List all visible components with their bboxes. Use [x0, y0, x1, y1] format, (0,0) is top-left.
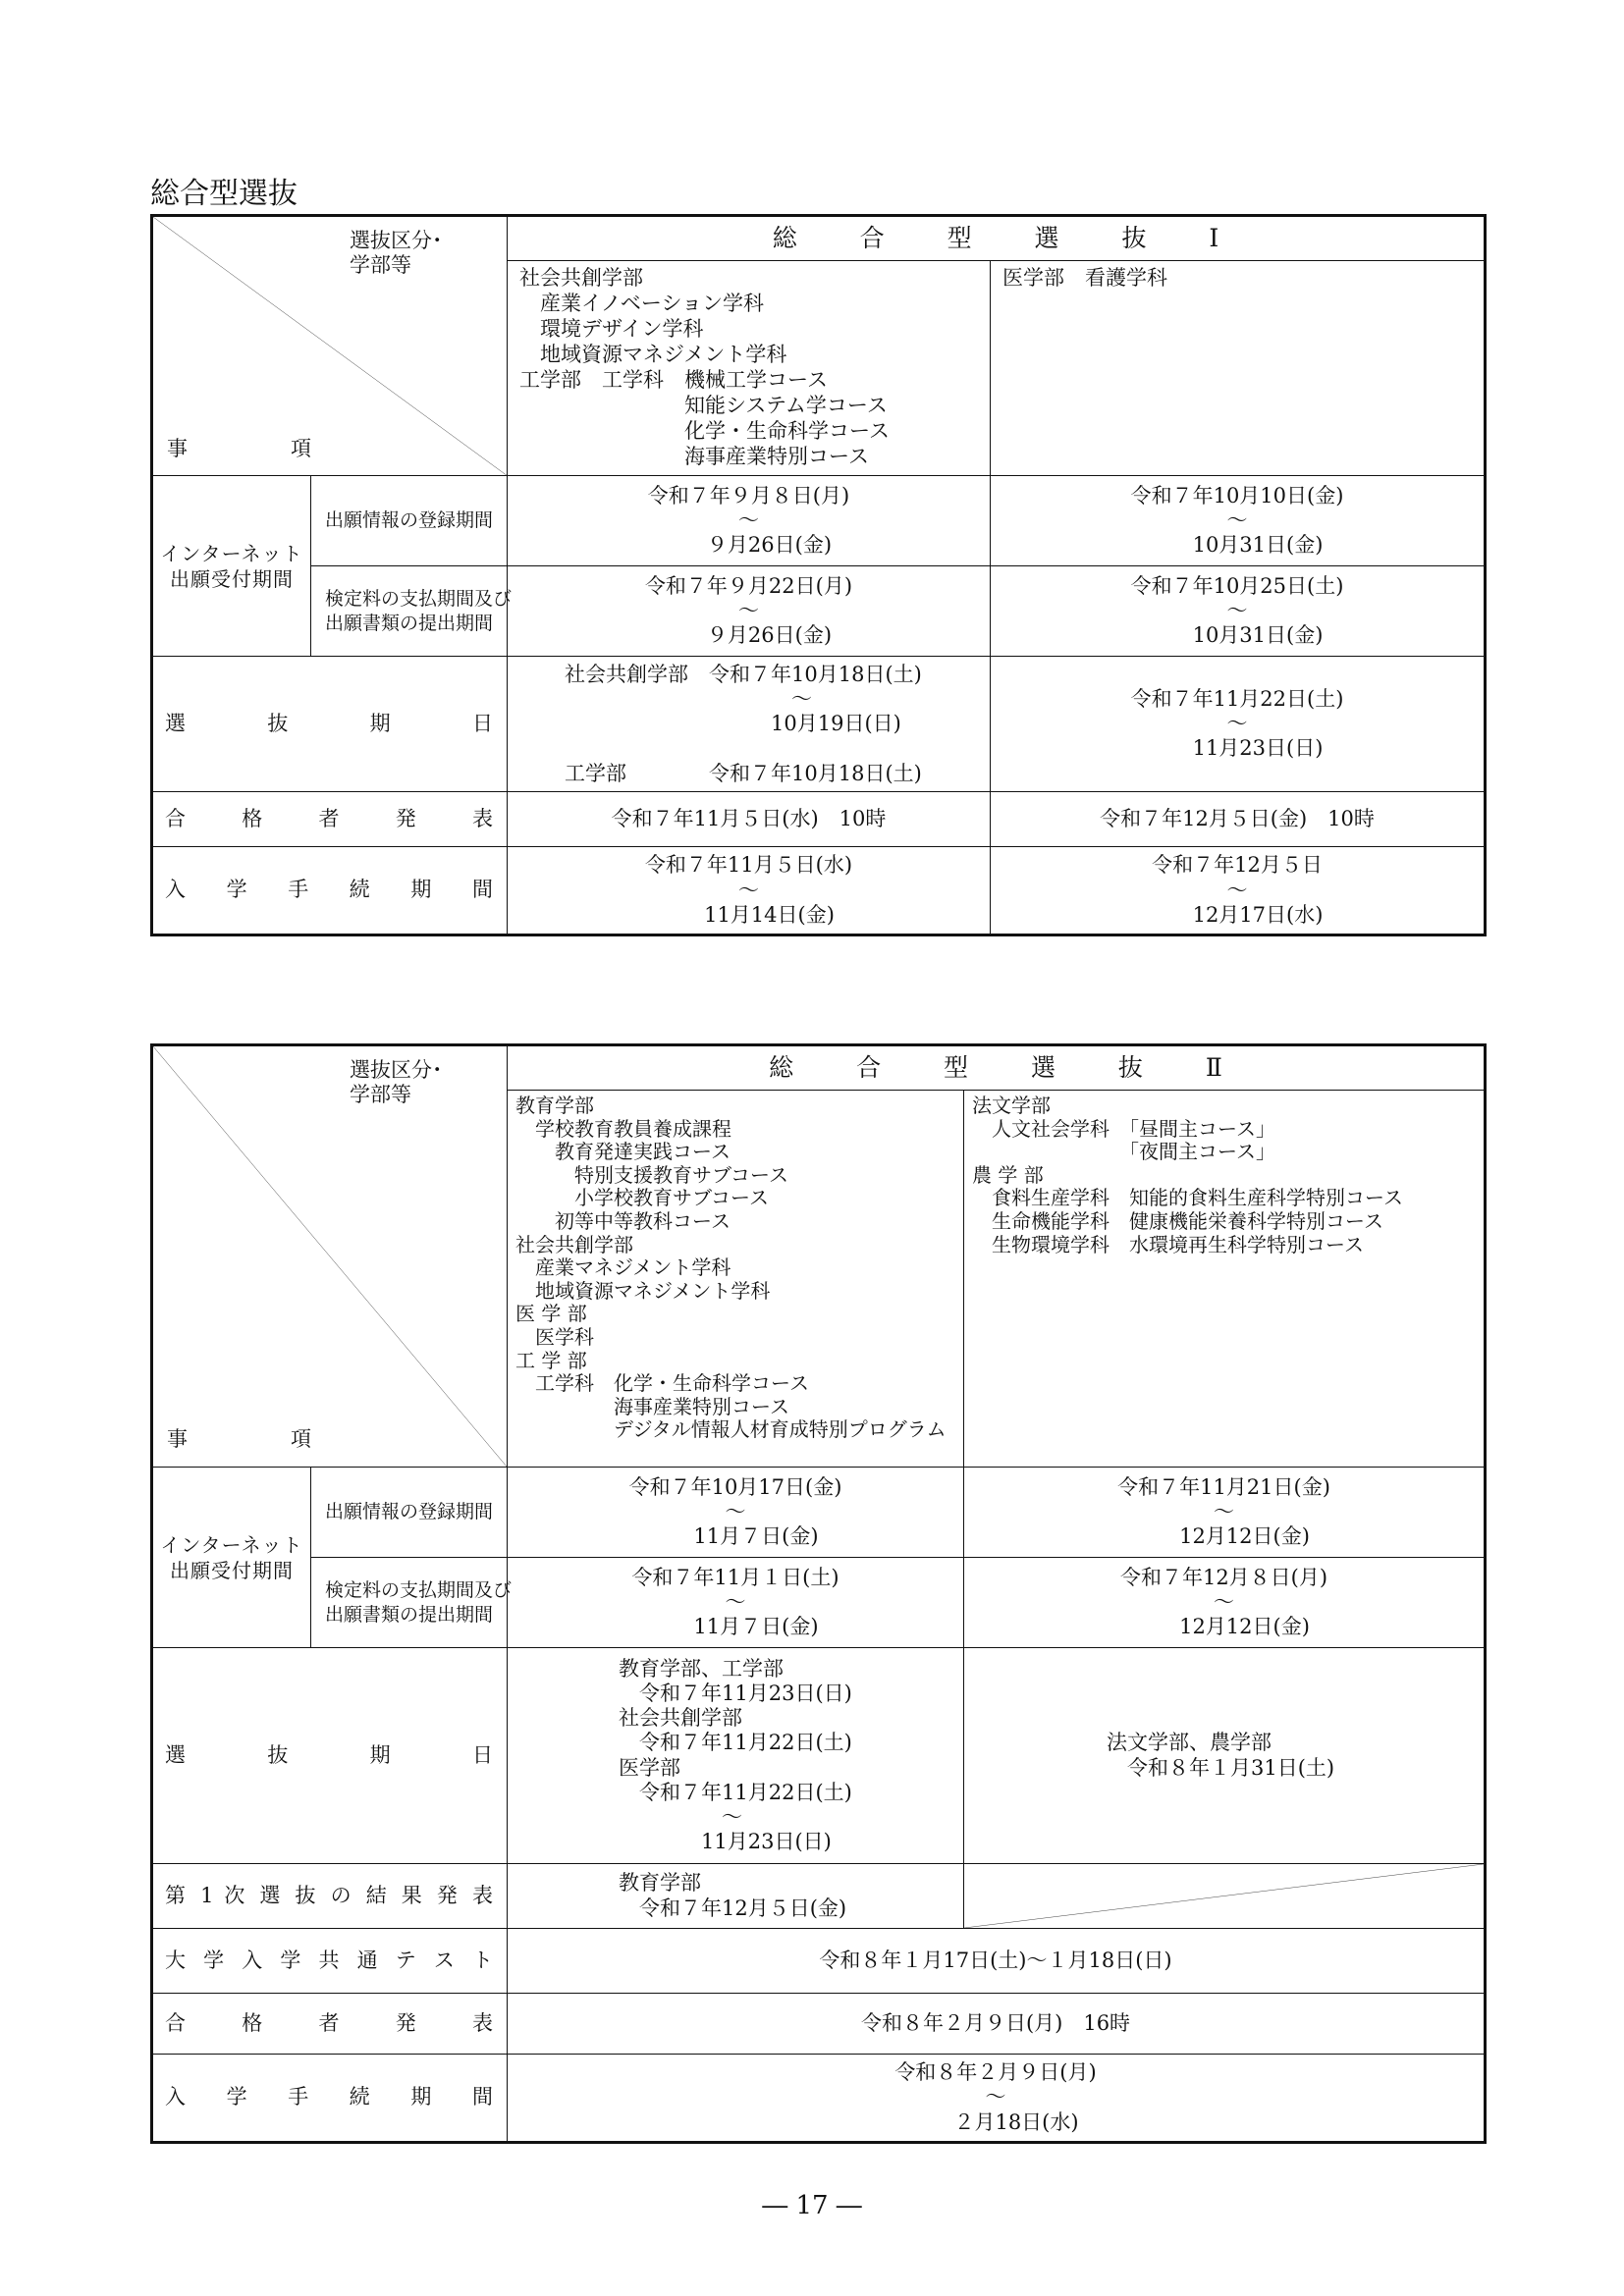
reg-period-label: 出願情報の登録期間	[311, 1468, 508, 1558]
pass-announce-1: 令和７年11月５日(水) 10時	[508, 792, 991, 847]
empty-cell-diagonal	[964, 1864, 1484, 1928]
pay-period-2: 令和７年12月８日(月) 〜 12月12日(金)	[964, 1558, 1486, 1648]
corner-header	[152, 216, 508, 476]
exam-date-label: 選 抜 期 日	[152, 657, 508, 792]
department-list-2: 医学部 看護学科	[991, 261, 1486, 476]
selection-table-1	[150, 214, 1487, 936]
exam-date-1: 教育学部、工学部 令和７年11月23日(日) 社会共創学部 令和７年11月22日(土) 医学部 令和７年11月22日(土) 〜 11月23日(日)	[508, 1648, 964, 1864]
exam-date-2: 法文学部、農学部 令和８年１月31日(土)	[964, 1648, 1486, 1864]
pass-announce-label: 合 格 者 発 表	[152, 792, 508, 847]
reg-period-2: 令和７年11月21日(金) 〜 12月12日(金)	[964, 1468, 1486, 1558]
department-list-1: 教育学部 学校教育教員養成課程 教育発達実践コース 特別支援教育サブコース 小学校教育サブコース 初等中等教科コース 社会共創学部 産業マネジメント学科 地域資源マネジメント学科 医 学 部 医学科 工 学 部 工学科 化学・生命科学コース 海事産業特別コース デジタル情報人材育成特別プログラム	[508, 1091, 964, 1468]
department-list-1: 社会共創学部 産業イノベーション学科 環境デザイン学科 地域資源マネジメント学科 工学部 工学科 機械工学コース 知能システム学コース 化学・生命科学コース 海事産業特別コース	[508, 261, 991, 476]
exam-date-label: 選 抜 期 日	[152, 1648, 508, 1864]
section-heading: 総合型選抜	[150, 177, 298, 211]
pay-period-1: 令和７年11月１日(土) 〜 11月７日(金)	[508, 1558, 964, 1648]
table-title: 総 合 型 選 抜 Ⅱ	[508, 1045, 1486, 1091]
reg-period-label: 出願情報の登録期間	[311, 476, 508, 566]
first-result-label: 第 1 次 選 抜 の 結 果 発 表	[152, 1864, 508, 1929]
pay-period-label: 検定料の支払期間及び 出願書類の提出期間	[311, 566, 508, 657]
enroll-period-label: 入 学 手 続 期 間	[152, 2055, 508, 2143]
items-label: 事 項	[167, 1427, 352, 1452]
items-label: 事 項	[167, 436, 352, 460]
pay-period-label: 検定料の支払期間及び 出願書類の提出期間	[311, 1558, 508, 1648]
pass-announce-2: 令和７年12月５日(金) 10時	[991, 792, 1486, 847]
internet-label: インターネット 出願受付期間	[152, 476, 311, 657]
department-list-2: 法文学部 人文社会学科 「昼間主コース」 「夜間主コース」 農 学 部 食料生産学科 知能的食料生産科学特別コース 生命機能学科 健康機能栄養科学特別コース 生物環境学科 水環境再生科学特別コース	[964, 1091, 1486, 1468]
enroll-period-value: 令和８年２月９日(月) 〜 ２月18日(水)	[508, 2055, 1486, 2143]
reg-period-1: 令和７年９月８日(月) 〜 ９月26日(金)	[508, 476, 991, 566]
page-number: ― 17 ―	[762, 2191, 862, 2220]
exam-date-2: 令和７年11月22日(土) 〜 11月23日(日)	[991, 657, 1486, 792]
common-test-label: 大 学 入 学 共 通 テ ス ト	[152, 1929, 508, 1994]
pass-announce-value: 令和８年２月９日(月) 16時	[508, 1994, 1486, 2055]
internet-label: インターネット 出願受付期間	[152, 1468, 311, 1648]
pass-announce-label: 合 格 者 発 表	[152, 1994, 508, 2055]
first-result-2-empty	[964, 1864, 1486, 1929]
first-result-1: 教育学部 令和７年12月５日(金)	[508, 1864, 964, 1929]
pay-period-2: 令和７年10月25日(土) 〜 10月31日(金)	[991, 566, 1486, 657]
common-test-value: 令和８年１月17日(土)～１月18日(日)	[508, 1929, 1486, 1994]
corner-header	[152, 1045, 508, 1468]
exam-date-1: 社会共創学部 令和７年10月18日(土) 〜 10月19日(日) 工学部 令和７年10月18日(土)	[508, 657, 991, 792]
selection-table-2	[150, 1043, 1487, 2144]
enroll-period-2: 令和７年12月５日 〜 12月17日(水)	[991, 847, 1486, 935]
reg-period-1: 令和７年10月17日(金) 〜 11月７日(金)	[508, 1468, 964, 1558]
table-title: 総 合 型 選 抜 Ⅰ	[508, 216, 1486, 261]
selection-label: 選抜区分･ 学部等	[350, 229, 443, 278]
reg-period-2: 令和７年10月10日(金) 〜 10月31日(金)	[991, 476, 1486, 566]
enroll-period-1: 令和７年11月５日(水) 〜 11月14日(金)	[508, 847, 991, 935]
enroll-period-label: 入 学 手 続 期 間	[152, 847, 508, 935]
pay-period-1: 令和７年９月22日(月) 〜 ９月26日(金)	[508, 566, 991, 657]
selection-label: 選抜区分･ 学部等	[350, 1058, 443, 1107]
corner-diagonal	[153, 1046, 507, 1467]
